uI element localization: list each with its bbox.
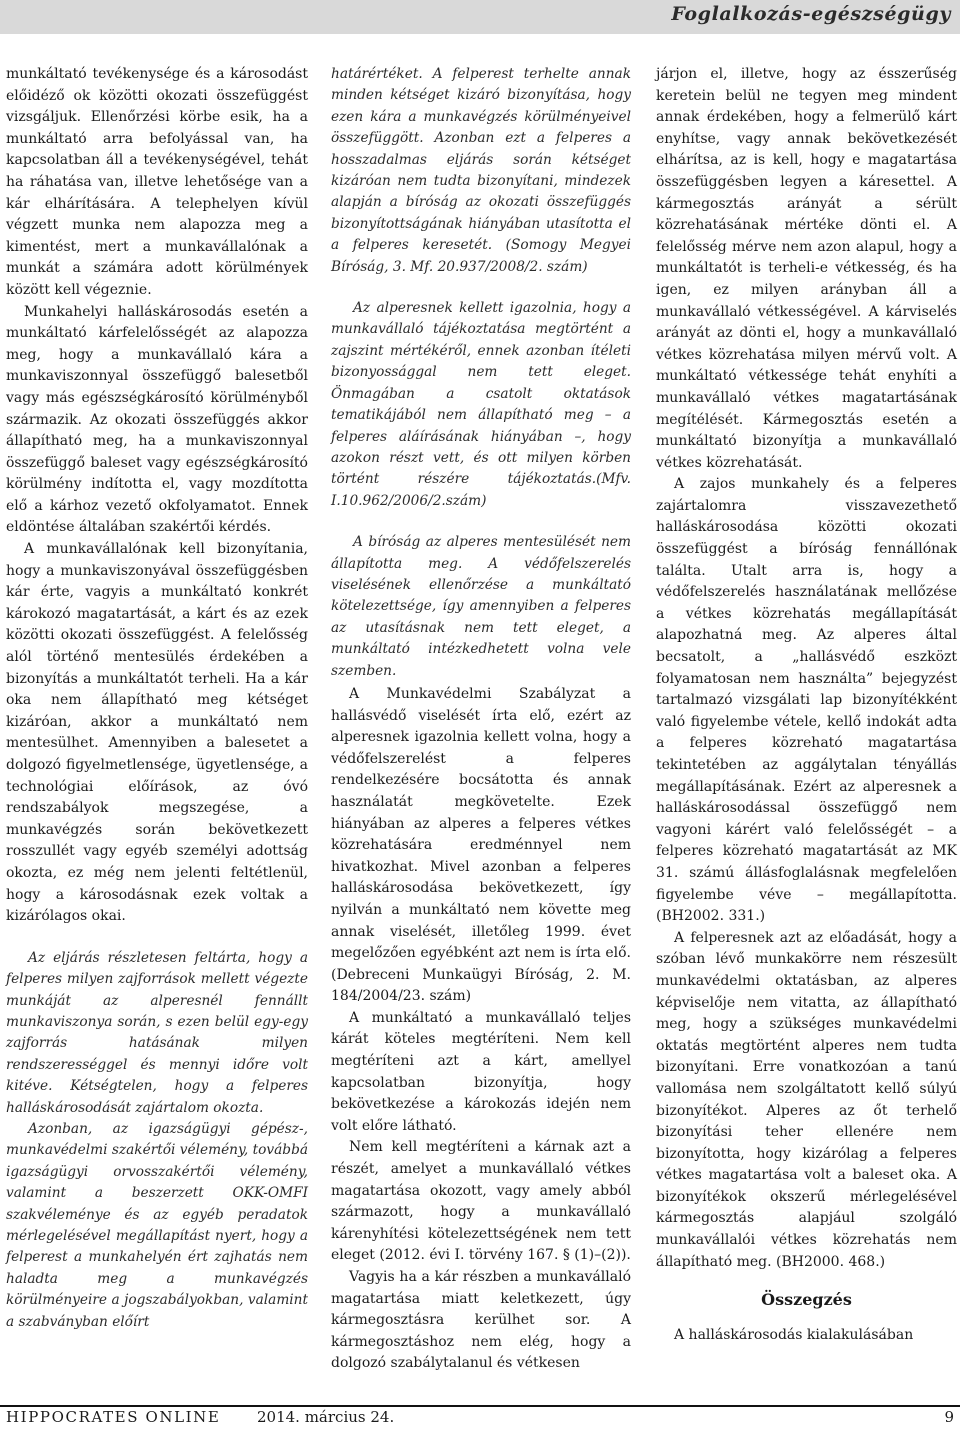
italic-paragraph: A bíróság az alperes mentesülését nem állapította meg. A védőfelszerelés viselésének ellenőrzése a munkáltató kötelezettsége, így amennyiben a felperes az utasításnak nem tett eleget, a munkáltató intézkedhetett volna vele szemben.	[331, 534, 631, 679]
column-3	[656, 64, 957, 1346]
paragraph: A felperesnek azt az előadását, hogy a szóban lévő munkakörre nem részesült munkavédelmi oktatásban, az alperes képviselője nem vitatta, az állapítható meg, hogy a szükséges munkavédelmi oktatás megtörtént alperes nem tudta bizonyítani. Erre vonatkozóan a tanú vallomása nem szolgáltatott kellő súlyú bizonyítékot. Alperes az őt terhelő bizonyítási teher ellenére nem bizonyította, hogy kizárólag a felperes vétkes magatartása volt a baleset oka. A bizonyítékok okszerű mérlegelésével kármegosztás alapjául szolgáló munkavállalói vétkes közrehatás nem állapítható meg. (BH2000. 468.)	[656, 929, 957, 1270]
italic-paragraph: határértéket. A felperest terhelte annak minden kétséget kizáró bizonyítása, hogy ezen kára a munkavégzés körülményeivel összefüggött. Azonban ezt a felperes a hosszadalmas eljárás során kétséget kizáróan nem tudta bizonyítani, mindezek alapján a bíróság az okozati összefüggés bizonyítottságának hiányában utasította el a felperes keresetét. (Somogy Megyei Bíróság, 3. Mf. 20.937/2008/2. szám)	[331, 66, 631, 275]
column-2	[331, 64, 631, 1375]
paragraph: A Munkavédelmi Szabályzat a hallásvédő viselését írta elő, ezért az alperesnek igazolnia kellett volna, hogy a védőfelszerelést a felperes rendelkezésére bocsátotta és annak használatát megkövetelte. Ezek hiányában az alperes a felperes vétkes közrehatására eredménnyel nem hivatkozhat. Mivel azonban a felperes halláskárosodása bekövetkezett, így nyilván a munkáltató nem követte meg annak viselését, illetőleg 1999. évet megelőzően egyébként azt nem is írta elő. (Debreceni Munkaügyi Bíróság, 2. M. 184/2004/23. szám)	[331, 685, 631, 1005]
footer-divider	[0, 1405, 960, 1407]
paragraph: járjon el, illetve, hogy az ésszerűség keretein belül ne tegyen meg mindent annak érdekében, hogy a felmerülő kárt enyhítse, vagy annak bekövetkezését elhárítsa, az is kell, hogy e magatartása összefüggésben legyen a káresettel. A kármegosztás arányát a sérült közrehatásának mértéke dönti el. A felelősség mérve nem azon alapul, hogy a munkáltatót is terheli-e vétkesség, és ha igen, ez milyen arányban áll a munkavállaló vétkességével. A kárviselés arányát az dönti el, hogy a munkavállaló vétkes közrehatása milyen mérvű volt. A munkáltató vétkessége tehát enyhíti a munkavállaló vétkes magatartásának megítélését. Kármegosztás esetén a munkáltató bizonyítja a munkavállaló vétkes közrehatását.	[656, 66, 957, 471]
paragraph: A zajos munkahely és a felperes zajártalomra visszavezethető halláskárosodása közötti okozati összefüggést a bíróság fennállónak találta. Utalt arra is, hogy a védőfelszerelés használatának mellőzése a vétkes közrehatás megállapítását alapozhatná meg. Az alperes által becsatolt, a „hallásvédő eszközt folyamatosan nem használta” bejegyzést tartalmazó vizsgálati lap bizonyítékként való figyelembe vétele, kellő indokát adta a felperes közreható magatartása tekintetében az aggálytalan tényállás megállapításának. Ezért az alperesnek a halláskárosodással összefüggő nem vagyoni kárért való felelősségét – a felperes közreható magatartását az MK 31. számú állásfoglalásnak megfelelően figyelembe véve – megállapította. (BH2002. 331.)	[656, 476, 957, 925]
paragraph: munkáltató tevékenysége és a károsodást előidéző ok közötti okozati összefüggést vizsgáljuk. Ellenőrzési körbe esik, ha a munkáltató arra befolyással van, ha kapcsolatban áll a tevékenységével, tehát ha ráhatása van, illetve lehetősége van a kár elhárítására. A telephelyen kívül végzett munka nem alapozza meg a kimentést, mert a munkavállalónak a munkát a számára adott körülmények között kell végeznie.	[6, 66, 308, 298]
paragraph: Vagyis ha a kár részben a munkavállaló magatartása miatt keletkezett, úgy kármegosztásra kerülhet sor. A kármegosztáshoz nem elég, hogy a dolgozó szabálytalanul és vétkesen	[331, 1269, 631, 1372]
column-1	[6, 64, 308, 1333]
section-heading: Összegzés	[761, 1290, 852, 1310]
italic-paragraph: Az alperesnek kellett igazolnia, hogy a munkavállaló tájékoztatása megtörtént a zajszint mértékéről, ennek azonban ítéleti bizonyossággal nem tett eleget. Önmagában a csatolt oktatások tematikájából nem állapítható meg – a felperes aláírásának hiányában –, hogy azokon részt vett, és ott milyen körben történt részére tájékoztatás.(Mfv. I.10.962/2006/2.szám)	[331, 300, 631, 509]
italic-paragraph: Az eljárás részletesen feltárta, hogy a felperes milyen zajforrások mellett végezte munkáját az alperesnél fennállt munkaviszonya során, s ezen belül egy-egy zajforrás hatásának milyen rendszerességgel és mennyi időre volt kitéve. Kétségtelen, hogy a felperes halláskárosodását zajártalom okozta.	[6, 949, 308, 1116]
paragraph: A munkavállalónak kell bizonyítania, hogy a munkaviszonyával összefüggésben kár érte, vagyis a munkáltató konkrét károkozó magatartását, a kárt és az ezek közötti okozati összefüggést. A felelősség alól történő mentesülés érdekében a bizonyítás a munkáltatót terheli. Ha a kár oka nem állapítható meg kétséget kizáróan, akkor a munkáltató nem mentesülhet. Amennyiben a balesetet a dolgozó figyelmetlensége, ügyetlensége, a technológiai előírások, az óvó rendszabályok megszegése, a munkavégzés során bekövetkezett rosszullét vagy egyéb személyi adottság okozta, ez még nem jelenti feltétlenül, hogy a károsodásnak ezek voltak a kizárólagos okai.	[6, 541, 308, 925]
paragraph: A munkáltató a munkavállaló teljes kárát köteles megtéríteni. Nem kell megtéríteni azt a kárt, amellyel kapcsolatban bizonyítja, hogy bekövetkezése a károkozás idején nem volt előre látható.	[331, 1009, 631, 1134]
issue-date: 2014. március 24.	[257, 1408, 395, 1426]
paragraph: Munkahelyi halláskárosodás esetén a munkáltató kárfelelősségét az alapozza meg, hogy a munkavállaló kára a munkaviszonnyal összefüggő balesetből vagy más egészségkárosító körülményből származik. Az okozati összefüggés akkor állapítható meg, ha a munkaviszonnyal összefüggő baleset vagy egészségkárosító körülmény indította el, vagy mozdította elő a kárhoz vezető okfolyamatot. Ennek eldöntése általában szakértői kérdés.	[6, 303, 308, 536]
italic-paragraph: Azonban, az igazságügyi gépész-, munkavédelmi szakértői vélemény, továbbá igazságügyi orvosszakértői vélemény, valamint a beszerzett OKK-OMFI szakvéleménye és az egyéb peradatok mérlegelésével megállapítást nyert, hogy a felperest a munkahelyén ért zajhatás nem haladta meg a munkavégzés körülményeire a jogszabályokban, valamint a szabványban előírt	[6, 1121, 308, 1330]
section-title: Foglalkozás-egészségügy	[671, 3, 951, 25]
paragraph: A halláskárosodás kialakulásában	[674, 1326, 914, 1343]
page-number: 9	[944, 1408, 954, 1426]
journal-name: HIPPOCRATES ONLINE	[6, 1408, 221, 1426]
paragraph: Nem kell megtéríteni a kárnak azt a részét, amelyet a munkavállaló vétkes magatartása okozott, vagy amely abból származott, hogy a munkavállaló kárenyhítési kötelezettségének nem tett eleget (2012. évi I. törvény 167. § (1)–(2)).	[331, 1139, 631, 1264]
